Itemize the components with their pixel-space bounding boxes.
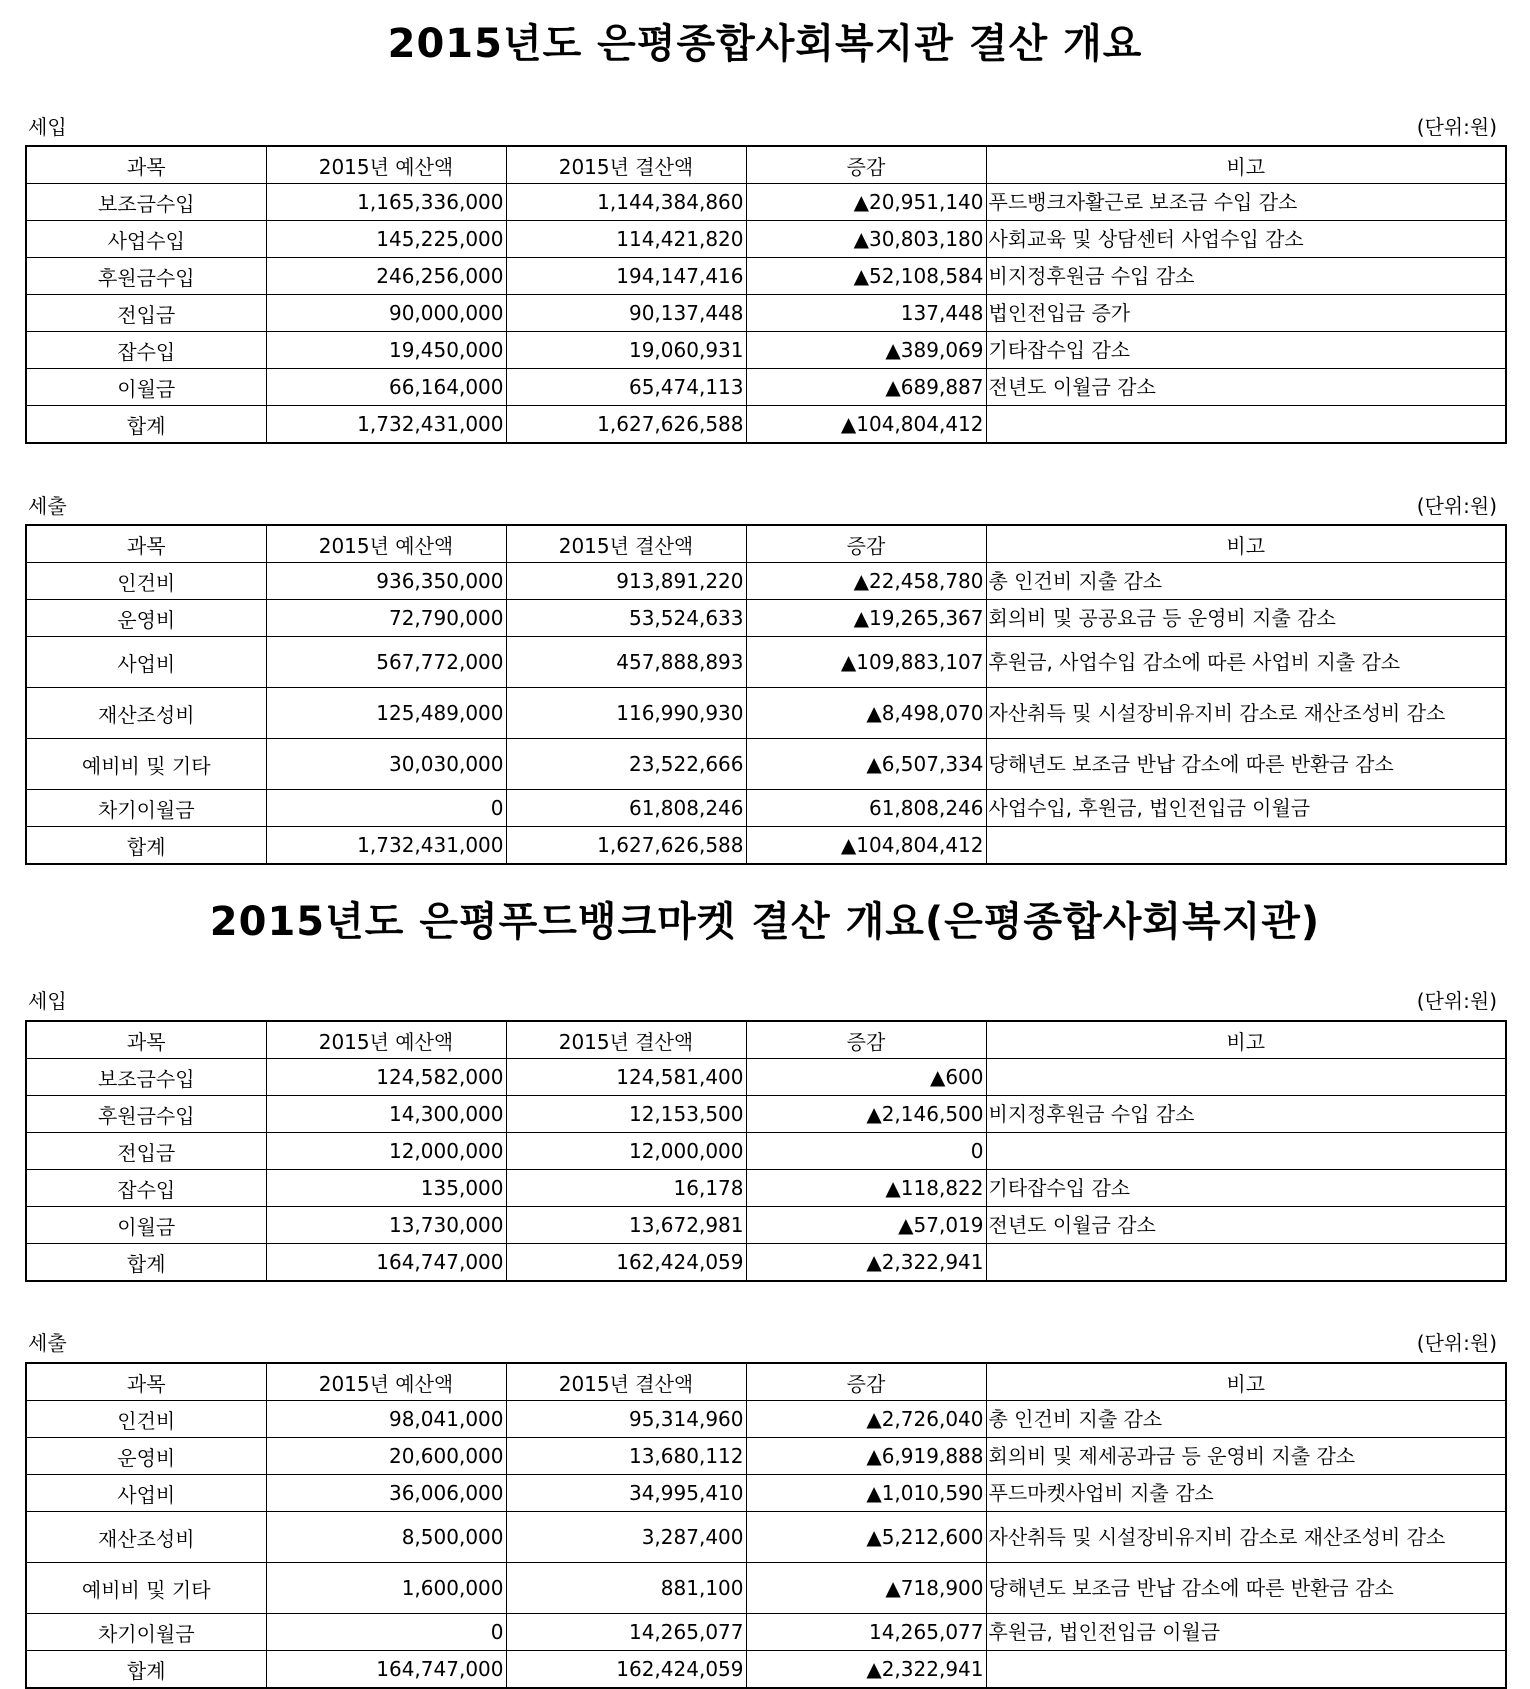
settlement-cell: 53,524,633	[506, 600, 746, 637]
item-cell: 예비비 및 기타	[26, 1563, 266, 1614]
note-cell: 기타잡수입 감소	[986, 332, 1506, 369]
table-row	[26, 1614, 1506, 1651]
column-header: 과목	[26, 525, 266, 563]
table-row	[26, 688, 1506, 739]
change-cell: ▲6,507,334	[746, 739, 986, 790]
column-header: 2015년 결산액	[506, 1021, 746, 1059]
change-cell: ▲600	[746, 1059, 986, 1096]
revenue-table-1	[25, 145, 1507, 444]
change-cell: 0	[746, 1133, 986, 1170]
column-header: 과목	[26, 1021, 266, 1059]
note-cell	[986, 406, 1506, 444]
table-row	[26, 332, 1506, 369]
settlement-cell: 3,287,400	[506, 1512, 746, 1563]
section-label: 세출	[28, 494, 67, 518]
settlement-cell: 114,421,820	[506, 221, 746, 258]
change-cell: ▲2,146,500	[746, 1096, 986, 1133]
settlement-cell: 124,581,400	[506, 1059, 746, 1096]
budget-cell: 164,747,000	[266, 1651, 506, 1689]
table-row	[26, 369, 1506, 406]
note-cell: 전년도 이월금 감소	[986, 1207, 1506, 1244]
title-foodbank-market: 2015년도 은평푸드뱅크마켓 결산 개요(은평종합사회복지관)	[209, 899, 1321, 945]
table-row	[26, 637, 1506, 688]
change-cell: ▲19,265,367	[746, 600, 986, 637]
change-cell: ▲6,919,888	[746, 1438, 986, 1475]
item-cell: 후원금수입	[26, 1096, 266, 1133]
settlement-cell: 162,424,059	[506, 1651, 746, 1689]
item-cell: 차기이월금	[26, 1614, 266, 1651]
expense-table-2	[25, 1362, 1507, 1689]
settlement-cell: 116,990,930	[506, 688, 746, 739]
table-row	[26, 295, 1506, 332]
settlement-cell: 1,144,384,860	[506, 184, 746, 221]
change-cell: ▲104,804,412	[746, 406, 986, 444]
change-cell: 14,265,077	[746, 1614, 986, 1651]
settlement-cell: 881,100	[506, 1563, 746, 1614]
change-cell: ▲2,322,941	[746, 1244, 986, 1282]
change-cell: ▲689,887	[746, 369, 986, 406]
note-cell: 회의비 및 제세공과금 등 운영비 지출 감소	[986, 1438, 1506, 1475]
header-row	[26, 146, 1506, 184]
note-cell	[986, 1651, 1506, 1689]
settlement-cell: 14,265,077	[506, 1614, 746, 1651]
budget-cell: 246,256,000	[266, 258, 506, 295]
table-row	[26, 1207, 1506, 1244]
budget-cell: 145,225,000	[266, 221, 506, 258]
change-cell: ▲52,108,584	[746, 258, 986, 295]
budget-cell: 567,772,000	[266, 637, 506, 688]
revenue-table-2	[25, 1020, 1507, 1282]
table-row	[26, 1563, 1506, 1614]
table-row	[26, 563, 1506, 600]
column-header: 2015년 예산액	[266, 1363, 506, 1401]
unit-label: (단위:원)	[1416, 1331, 1497, 1355]
item-cell: 이월금	[26, 369, 266, 406]
table-row	[26, 790, 1506, 827]
item-cell: 재산조성비	[26, 688, 266, 739]
item-cell: 합계	[26, 1244, 266, 1282]
budget-cell: 0	[266, 1614, 506, 1651]
budget-cell: 1,732,431,000	[266, 827, 506, 865]
expense-table-1	[25, 524, 1507, 865]
budget-cell: 66,164,000	[266, 369, 506, 406]
settlement-cell: 194,147,416	[506, 258, 746, 295]
section-label: 세입	[28, 989, 67, 1013]
budget-cell: 936,350,000	[266, 563, 506, 600]
item-cell: 사업비	[26, 1475, 266, 1512]
settlement-cell: 23,522,666	[506, 739, 746, 790]
note-cell: 회의비 및 공공요금 등 운영비 지출 감소	[986, 600, 1506, 637]
budget-cell: 12,000,000	[266, 1133, 506, 1170]
note-cell	[986, 1133, 1506, 1170]
section-header-revenue-1	[25, 114, 1505, 140]
note-cell: 당해년도 보조금 반납 감소에 따른 반환금 감소	[986, 1563, 1506, 1614]
table-row	[26, 1475, 1506, 1512]
settlement-cell: 90,137,448	[506, 295, 746, 332]
budget-cell: 14,300,000	[266, 1096, 506, 1133]
item-cell: 전입금	[26, 295, 266, 332]
budget-cell: 1,600,000	[266, 1563, 506, 1614]
budget-cell: 1,165,336,000	[266, 184, 506, 221]
change-cell: ▲1,010,590	[746, 1475, 986, 1512]
table-row	[26, 1133, 1506, 1170]
change-cell: ▲8,498,070	[746, 688, 986, 739]
table-row	[26, 1170, 1506, 1207]
change-cell: ▲718,900	[746, 1563, 986, 1614]
settlement-cell: 34,995,410	[506, 1475, 746, 1512]
item-cell: 재산조성비	[26, 1512, 266, 1563]
table-row	[26, 1096, 1506, 1133]
table-row	[26, 221, 1506, 258]
total-row	[26, 1244, 1506, 1282]
settlement-cell: 162,424,059	[506, 1244, 746, 1282]
settlement-cell: 95,314,960	[506, 1401, 746, 1438]
budget-cell: 0	[266, 790, 506, 827]
note-cell: 푸드마켓사업비 지출 감소	[986, 1475, 1506, 1512]
total-row	[26, 406, 1506, 444]
column-header: 과목	[26, 146, 266, 184]
table-row	[26, 1438, 1506, 1475]
column-header: 증감	[746, 1363, 986, 1401]
note-cell: 비지정후원금 수입 감소	[986, 1096, 1506, 1133]
item-cell: 합계	[26, 1651, 266, 1689]
table-row	[26, 600, 1506, 637]
change-cell: ▲109,883,107	[746, 637, 986, 688]
budget-cell: 72,790,000	[266, 600, 506, 637]
settlement-cell: 913,891,220	[506, 563, 746, 600]
table-row	[26, 739, 1506, 790]
item-cell: 운영비	[26, 1438, 266, 1475]
table-row	[26, 1401, 1506, 1438]
column-header: 2015년 결산액	[506, 525, 746, 563]
note-cell: 비지정후원금 수입 감소	[986, 258, 1506, 295]
item-cell: 전입금	[26, 1133, 266, 1170]
section-label: 세출	[28, 1331, 67, 1355]
change-cell: ▲30,803,180	[746, 221, 986, 258]
item-cell: 사업비	[26, 637, 266, 688]
unit-label: (단위:원)	[1416, 989, 1497, 1013]
budget-cell: 125,489,000	[266, 688, 506, 739]
change-cell: ▲389,069	[746, 332, 986, 369]
budget-cell: 124,582,000	[266, 1059, 506, 1096]
note-cell	[986, 1244, 1506, 1282]
title-welfare-center: 2015년도 은평종합사회복지관 결산 개요	[387, 21, 1143, 67]
change-cell: 137,448	[746, 295, 986, 332]
note-cell: 푸드뱅크자활근로 보조금 수입 감소	[986, 184, 1506, 221]
section-header-revenue-2	[25, 988, 1505, 1014]
table-row	[26, 1512, 1506, 1563]
note-cell: 자산취득 및 시설장비유지비 감소로 재산조성비 감소	[986, 1512, 1506, 1563]
column-header: 2015년 예산액	[266, 1021, 506, 1059]
settlement-cell: 1,627,626,588	[506, 406, 746, 444]
column-header: 증감	[746, 1021, 986, 1059]
note-cell: 총 인건비 지출 감소	[986, 1401, 1506, 1438]
item-cell: 잡수입	[26, 332, 266, 369]
budget-cell: 36,006,000	[266, 1475, 506, 1512]
note-cell	[986, 827, 1506, 865]
change-cell: ▲57,019	[746, 1207, 986, 1244]
settlement-cell: 457,888,893	[506, 637, 746, 688]
column-header: 비고	[986, 146, 1506, 184]
note-cell	[986, 1059, 1506, 1096]
settlement-cell: 19,060,931	[506, 332, 746, 369]
item-cell: 인건비	[26, 1401, 266, 1438]
total-row	[26, 827, 1506, 865]
settlement-cell: 1,627,626,588	[506, 827, 746, 865]
budget-cell: 90,000,000	[266, 295, 506, 332]
note-cell: 당해년도 보조금 반납 감소에 따른 반환금 감소	[986, 739, 1506, 790]
item-cell: 운영비	[26, 600, 266, 637]
budget-cell: 8,500,000	[266, 1512, 506, 1563]
unit-label: (단위:원)	[1416, 494, 1497, 518]
section-header-expense-1	[25, 493, 1505, 519]
note-cell: 총 인건비 지출 감소	[986, 563, 1506, 600]
column-header: 비고	[986, 1021, 1506, 1059]
budget-cell: 1,732,431,000	[266, 406, 506, 444]
change-cell: ▲104,804,412	[746, 827, 986, 865]
column-header: 2015년 예산액	[266, 525, 506, 563]
item-cell: 이월금	[26, 1207, 266, 1244]
column-header: 비고	[986, 1363, 1506, 1401]
section-label: 세입	[28, 115, 67, 139]
note-cell: 기타잡수입 감소	[986, 1170, 1506, 1207]
item-cell: 차기이월금	[26, 790, 266, 827]
column-header: 증감	[746, 146, 986, 184]
settlement-cell: 65,474,113	[506, 369, 746, 406]
column-header: 증감	[746, 525, 986, 563]
total-row	[26, 1651, 1506, 1689]
note-cell: 전년도 이월금 감소	[986, 369, 1506, 406]
settlement-cell: 13,672,981	[506, 1207, 746, 1244]
budget-cell: 30,030,000	[266, 739, 506, 790]
change-cell: ▲20,951,140	[746, 184, 986, 221]
table-row	[26, 1059, 1506, 1096]
change-cell: 61,808,246	[746, 790, 986, 827]
column-header: 2015년 결산액	[506, 146, 746, 184]
item-cell: 합계	[26, 406, 266, 444]
item-cell: 사업수입	[26, 221, 266, 258]
column-header: 비고	[986, 525, 1506, 563]
note-cell: 후원금, 법인전입금 이월금	[986, 1614, 1506, 1651]
table-row	[26, 258, 1506, 295]
change-cell: ▲22,458,780	[746, 563, 986, 600]
change-cell: ▲2,726,040	[746, 1401, 986, 1438]
header-row	[26, 1021, 1506, 1059]
item-cell: 잡수입	[26, 1170, 266, 1207]
budget-cell: 135,000	[266, 1170, 506, 1207]
column-header: 2015년 예산액	[266, 146, 506, 184]
item-cell: 후원금수입	[26, 258, 266, 295]
settlement-cell: 12,153,500	[506, 1096, 746, 1133]
settlement-cell: 16,178	[506, 1170, 746, 1207]
change-cell: ▲5,212,600	[746, 1512, 986, 1563]
settlement-cell: 12,000,000	[506, 1133, 746, 1170]
note-cell: 자산취득 및 시설장비유지비 감소로 재산조성비 감소	[986, 688, 1506, 739]
budget-cell: 13,730,000	[266, 1207, 506, 1244]
section-header-expense-2	[25, 1330, 1505, 1356]
item-cell: 합계	[26, 827, 266, 865]
budget-cell: 98,041,000	[266, 1401, 506, 1438]
budget-cell: 164,747,000	[266, 1244, 506, 1282]
item-cell: 보조금수입	[26, 1059, 266, 1096]
settlement-cell: 13,680,112	[506, 1438, 746, 1475]
column-header: 과목	[26, 1363, 266, 1401]
header-row	[26, 1363, 1506, 1401]
item-cell: 인건비	[26, 563, 266, 600]
change-cell: ▲2,322,941	[746, 1651, 986, 1689]
budget-cell: 20,600,000	[266, 1438, 506, 1475]
note-cell: 사회교육 및 상담센터 사업수입 감소	[986, 221, 1506, 258]
column-header: 2015년 결산액	[506, 1363, 746, 1401]
note-cell: 사업수입, 후원금, 법인전입금 이월금	[986, 790, 1506, 827]
table-row	[26, 184, 1506, 221]
budget-cell: 19,450,000	[266, 332, 506, 369]
note-cell: 법인전입금 증가	[986, 295, 1506, 332]
settlement-cell: 61,808,246	[506, 790, 746, 827]
item-cell: 예비비 및 기타	[26, 739, 266, 790]
item-cell: 보조금수입	[26, 184, 266, 221]
note-cell: 후원금, 사업수입 감소에 따른 사업비 지출 감소	[986, 637, 1506, 688]
header-row	[26, 525, 1506, 563]
unit-label: (단위:원)	[1416, 115, 1497, 139]
change-cell: ▲118,822	[746, 1170, 986, 1207]
